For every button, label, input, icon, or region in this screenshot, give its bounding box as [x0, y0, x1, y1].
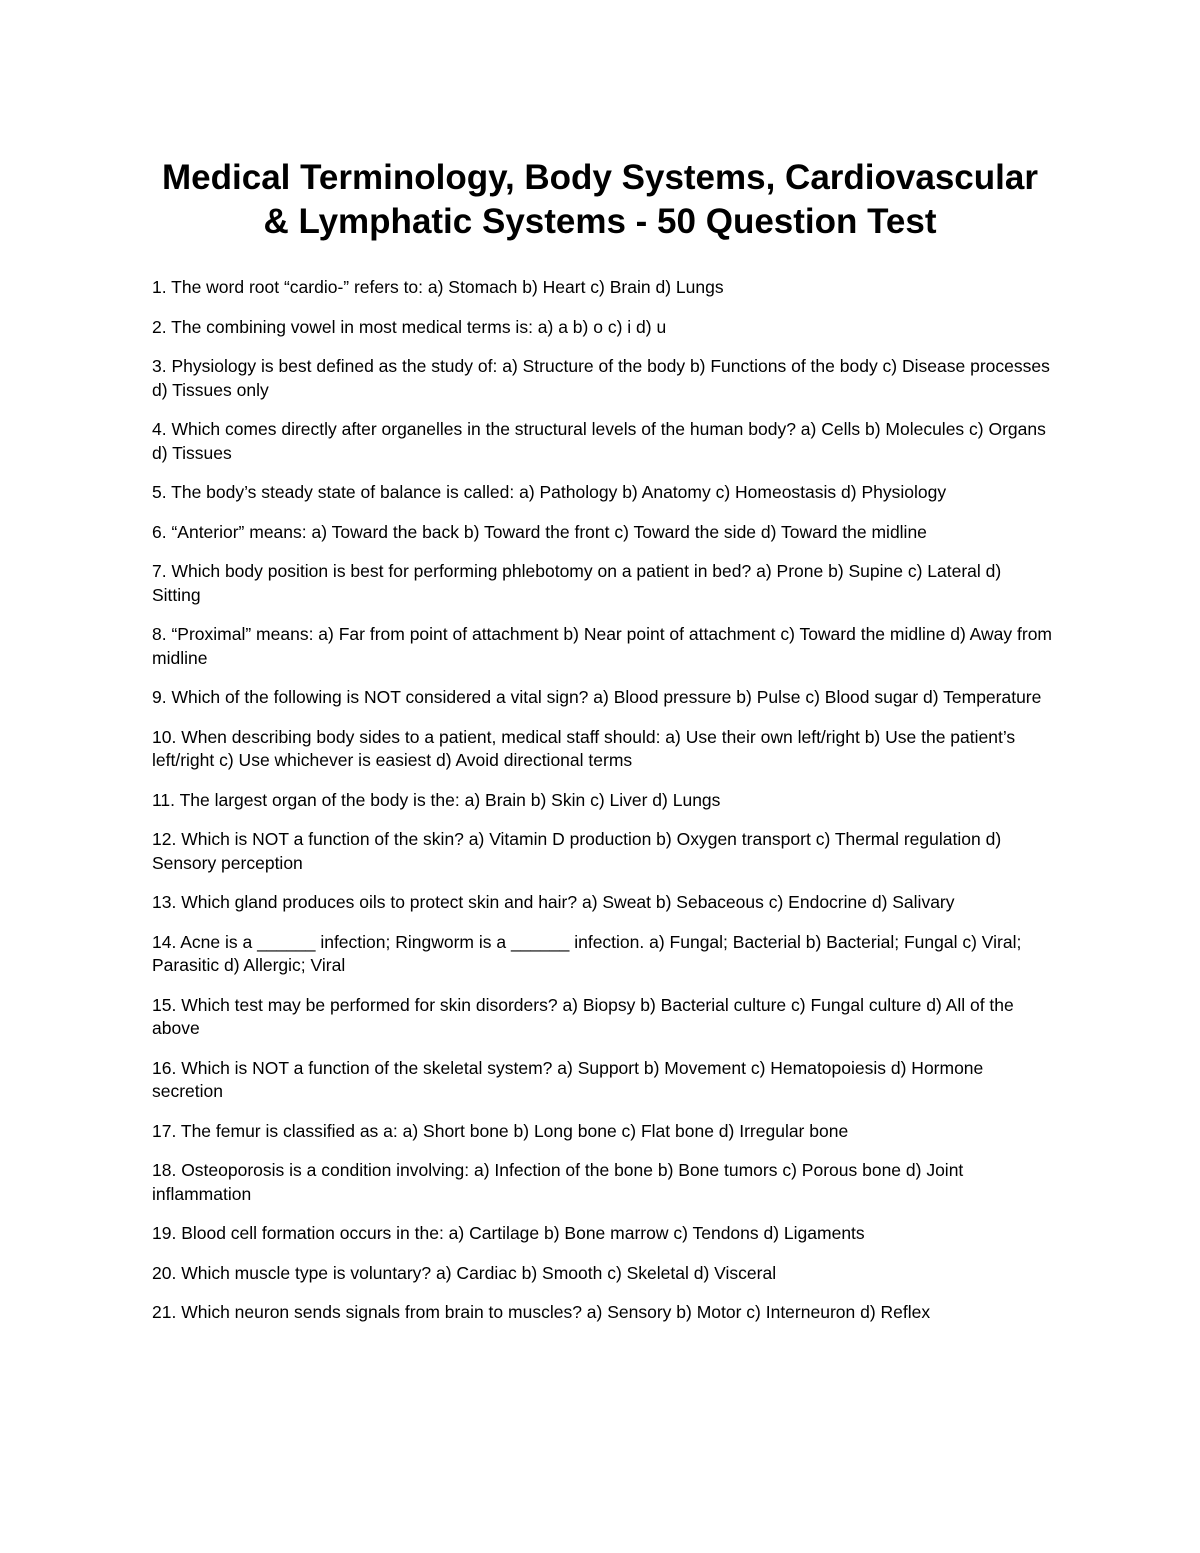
question-item: 5. The body’s steady state of balance is called: a) Pathology b) Anatomy c) Homeostasis d) Physiology	[152, 482, 947, 502]
question-item: 3. Physiology is best defined as the study of: a) Structure of the body b) Functions of the body c) Disease processes d) Tissues only	[152, 356, 1050, 400]
question-item: 13. Which gland produces oils to protect skin and hair? a) Sweat b) Sebaceous c) Endocrine d) Salivary	[152, 892, 955, 912]
question-item: 21. Which neuron sends signals from brain to muscles? a) Sensory b) Motor c) Interneuron d) Reflex	[152, 1302, 931, 1322]
question-item: 18. Osteoporosis is a condition involving: a) Infection of the bone b) Bone tumors c) Porous bone d) Joint inflammation	[152, 1160, 964, 1204]
question-item: 19. Blood cell formation occurs in the: a) Cartilage b) Bone marrow c) Tendons d) Ligaments	[152, 1223, 865, 1243]
question-item: 20. Which muscle type is voluntary? a) Cardiac b) Smooth c) Skeletal d) Visceral	[152, 1262, 777, 1283]
question-item: 14. Acne is a ______ infection; Ringworm is a ______ infection. a) Fungal; Bacterial b) Bacterial; Fungal c) Viral; Parasitic d) Allergic; Viral	[152, 931, 1022, 975]
question-item: 1. The word root “cardio-” refers to: a) Stomach b) Heart c) Brain d) Lungs	[152, 277, 724, 297]
question-list	[152, 276, 1052, 1341]
question-item: 11. The largest organ of the body is the: a) Brain b) Skin c) Liver d) Lungs	[152, 789, 721, 810]
page-title	[100, 156, 1100, 244]
question-item: 17. The femur is classified as a: a) Short bone b) Long bone c) Flat bone d) Irregular bone	[152, 1120, 849, 1141]
title-line-2: & Lymphatic Systems - 50 Question Test	[263, 202, 937, 241]
question-item: 6. “Anterior” means: a) Toward the back b) Toward the front c) Toward the side d) Toward the midline	[152, 521, 927, 542]
question-item: 4. Which comes directly after organelles in the structural levels of the human body? a) Cells b) Molecules c) Organs d) Tissues	[152, 419, 1046, 463]
title-line-1: Medical Terminology, Body Systems, Cardiovascular	[162, 158, 1038, 197]
question-item: 2. The combining vowel in most medical terms is: a) a b) o c) i d) u	[152, 316, 667, 337]
question-item: 9. Which of the following is NOT considered a vital sign? a) Blood pressure b) Pulse c) Blood sugar d) Temperature	[152, 687, 1042, 707]
question-item: 15. Which test may be performed for skin disorders? a) Biopsy b) Bacterial culture c) Fungal culture d) All of the above	[152, 994, 1014, 1038]
question-item: 16. Which is NOT a function of the skeletal system? a) Support b) Movement c) Hematopoiesis d) Hormone secretion	[152, 1057, 984, 1101]
question-item: 12. Which is NOT a function of the skin? a) Vitamin D production b) Oxygen transport c) Thermal regulation d) Sensory perception	[152, 829, 1002, 873]
question-item: 8. “Proximal” means: a) Far from point of attachment b) Near point of attachment c) Toward the midline d) Away from midline	[152, 624, 1053, 668]
question-item: 7. Which body position is best for performing phlebotomy on a patient in bed? a) Prone b) Supine c) Lateral d) Sitting	[152, 561, 1002, 605]
question-item: 10. When describing body sides to a patient, medical staff should: a) Use their own left/right b) Use the patient’s left/right c) Use whichever is easiest d) Avoid directional terms	[152, 726, 1016, 770]
